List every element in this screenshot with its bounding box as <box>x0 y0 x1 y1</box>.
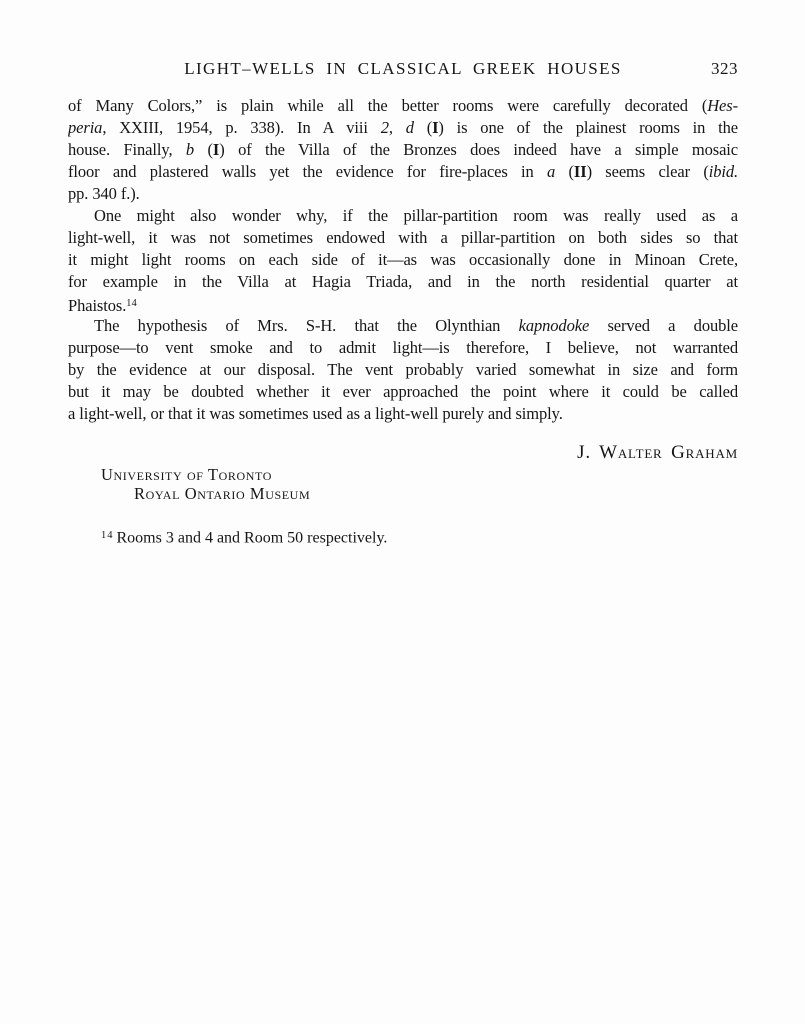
body-text: for example in the Villa at Hagia Triada, and in the north residential quarter at <box>68 272 738 291</box>
body-text: One might also wonder why, if the pillar-partition room was really used as a <box>94 206 738 225</box>
italic-text: d <box>405 118 414 137</box>
footnote-reference: 14 <box>126 298 138 309</box>
text-line <box>68 161 738 183</box>
text-line <box>68 205 738 227</box>
body-text: , <box>388 118 406 137</box>
body-text: ( <box>413 118 433 137</box>
body-text: ) seems clear ( <box>586 162 709 181</box>
text-line <box>68 315 738 337</box>
body-text: ( <box>194 140 213 159</box>
running-header <box>68 58 738 80</box>
page-title: LIGHT–WELLS IN CLASSICAL GREEK HOUSES <box>184 59 622 78</box>
body-text: but it may be doubted whether it ever approached the point where it could be called <box>68 382 738 401</box>
text-line <box>68 183 738 205</box>
author-signature: J. Walter Graham <box>577 442 738 463</box>
page-number: 323 <box>711 59 738 78</box>
text-line <box>68 359 738 381</box>
italic-text: kapnodoke <box>518 316 590 335</box>
text-line <box>68 227 738 249</box>
text-line <box>68 249 738 271</box>
body-text: it might light rooms on each side of it—as was occasionally done in Minoan Crete, <box>68 250 738 269</box>
footnote-marker: 14 <box>101 530 114 541</box>
affiliation-line-university: University of Toronto <box>101 465 272 484</box>
body-text: ( <box>555 162 574 181</box>
text-line <box>68 337 738 359</box>
body-text: served a double <box>589 316 738 335</box>
text-line <box>68 139 738 161</box>
body-text: purpose—to vent smoke and to admit light—is therefore, I believe, not warranted <box>68 338 738 357</box>
body-text: of Many Colors,” is plain while all the better rooms were carefully decorated ( <box>68 96 708 115</box>
body-text: ) is one of the plainest rooms in the <box>438 118 738 137</box>
body-text: floor and plastered walls yet the evidence for fire-places in <box>68 162 548 181</box>
body-text: light-well, it was not sometimes endowed with a pillar-partition on both sides so that <box>68 228 738 247</box>
body-text: The hypothesis of Mrs. S-H. that the Olynthian <box>94 316 519 335</box>
italic-text: a <box>547 162 556 181</box>
italic-text: b <box>185 140 195 159</box>
text-line <box>68 117 738 139</box>
affiliation-block <box>68 465 738 503</box>
body-text: a light-well, or that it was sometimes used as a light-well purely and simply. <box>68 404 563 423</box>
footnote <box>101 526 738 549</box>
bold-text: I <box>432 118 439 137</box>
italic-text: ibid. <box>708 162 738 181</box>
bold-text: II <box>573 162 587 181</box>
footnote-text: Rooms 3 and 4 and Room 50 respectively. <box>116 529 388 547</box>
body-text: by the evidence at our disposal. The vent probably varied somewhat in size and form <box>68 360 738 379</box>
paragraph <box>68 315 738 425</box>
text-line <box>68 381 738 403</box>
text-line <box>68 95 738 117</box>
body-text: ) of the Villa of the Bronzes does indeed have a simple mosaic <box>219 140 738 159</box>
text-line <box>68 293 738 315</box>
body-text: , XXIII, 1954, p. 338). In A viii <box>102 118 381 137</box>
paragraph <box>68 205 738 315</box>
text-line <box>68 271 738 293</box>
bold-text: I <box>212 140 220 159</box>
affiliation-line-museum: Royal Ontario Museum <box>134 484 311 503</box>
body-text: house. Finally, <box>68 140 186 159</box>
italic-text: peria <box>68 118 103 137</box>
text-line <box>68 403 738 425</box>
paragraph <box>68 95 738 205</box>
italic-text: Hes- <box>707 96 738 115</box>
body-text: pp. 340 f.). <box>68 184 140 203</box>
body-text: Phaistos. <box>68 296 127 315</box>
article-body <box>68 95 738 425</box>
italic-text: 2 <box>380 118 389 137</box>
